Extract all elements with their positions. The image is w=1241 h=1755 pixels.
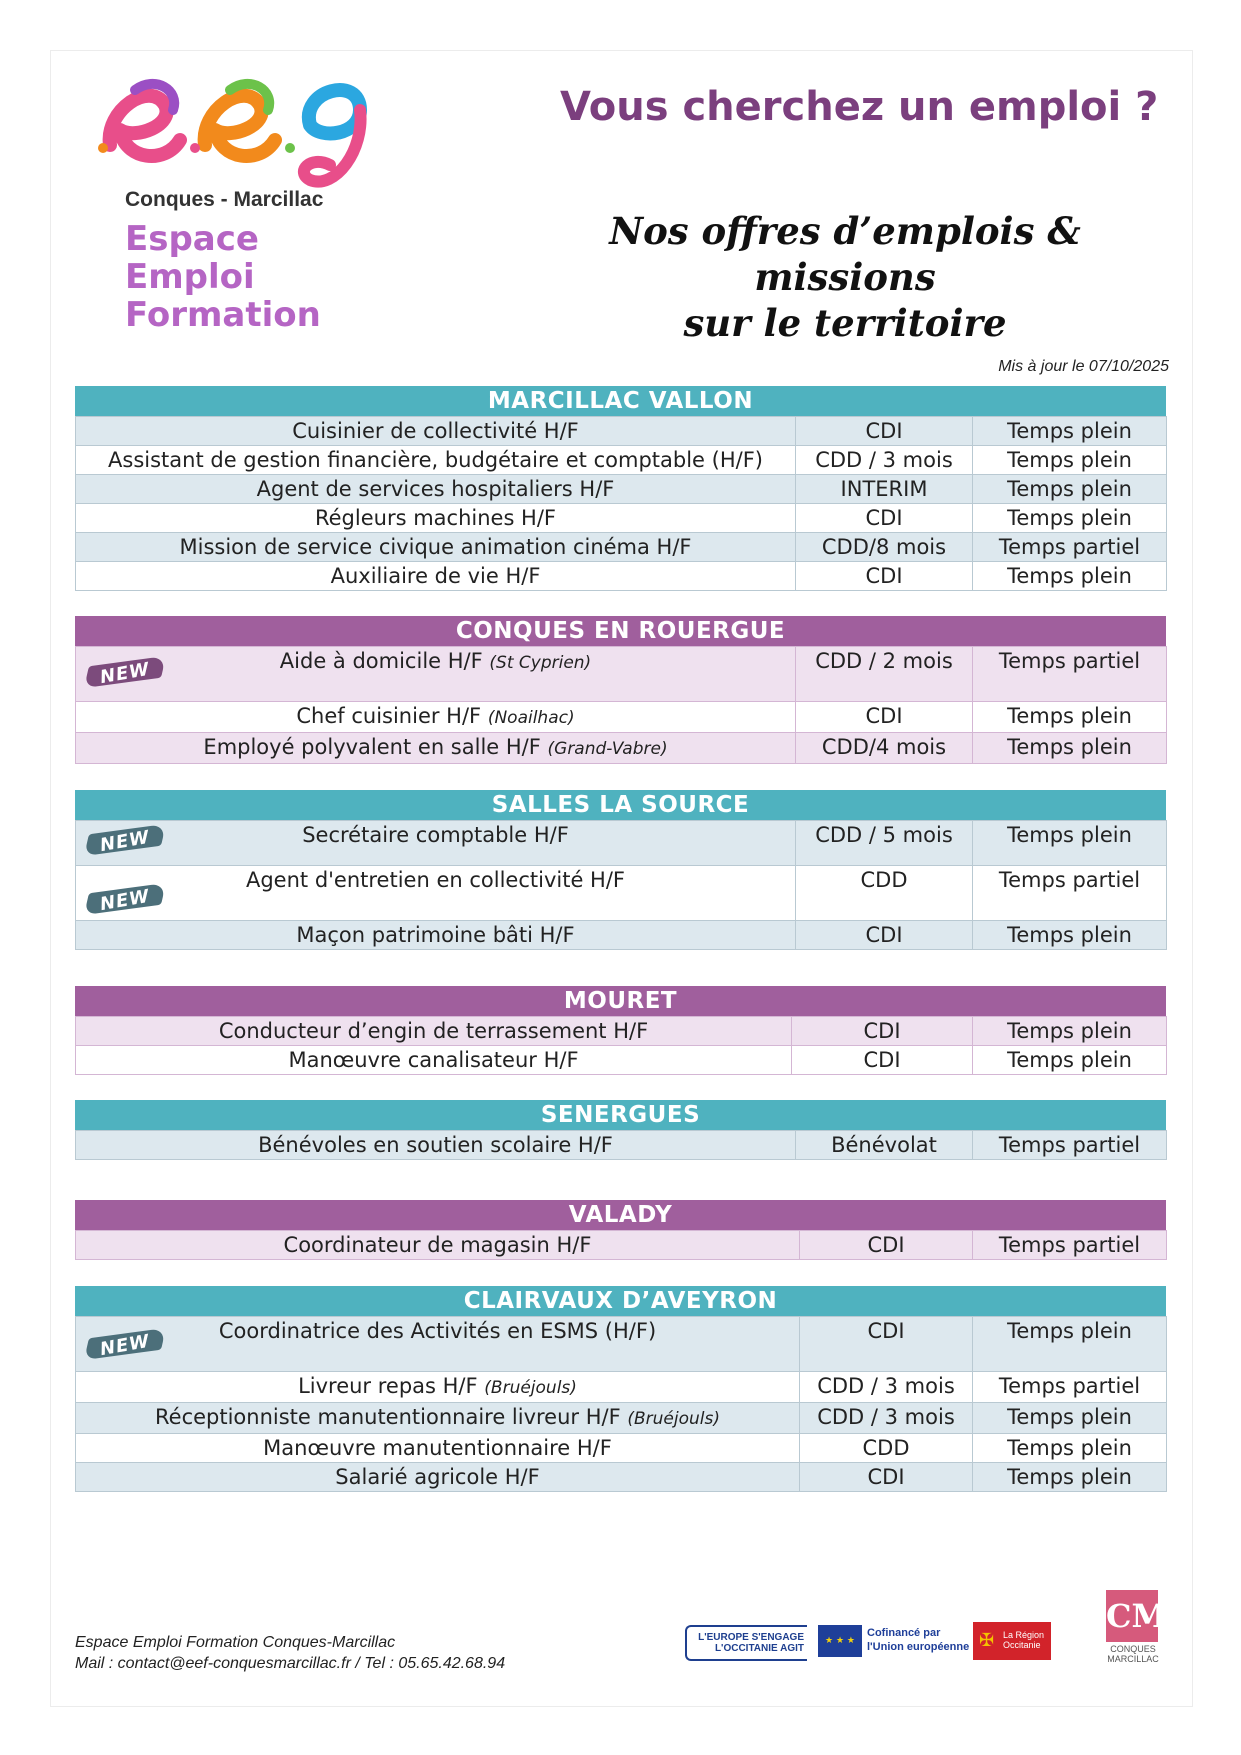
jobs-table — [75, 1130, 1167, 1160]
logo-word-espace: Espace — [125, 219, 259, 259]
contract-type: Bénévolat — [796, 1131, 973, 1160]
job-row — [76, 504, 1167, 533]
new-badge: NEW — [88, 884, 164, 914]
job-row — [76, 821, 1167, 866]
job-title: Mission de service civique animation cinéma H/F — [76, 533, 796, 562]
eu-flag-icon: ★ ★ ★ — [818, 1625, 862, 1657]
footer-org: Espace Emploi Formation Conques-Marcillac — [75, 1634, 396, 1651]
jobs-table — [75, 1016, 1167, 1075]
eu-cofinance-logo: Cofinancé par l'Union européenne — [867, 1627, 970, 1653]
job-row — [76, 1046, 1167, 1075]
job-row — [76, 562, 1167, 591]
job-title: Bénévoles en soutien scolaire H/F — [76, 1131, 796, 1160]
work-time: Temps plein — [973, 504, 1167, 533]
work-time: Temps plein — [973, 1046, 1167, 1075]
job-title-cell — [76, 1372, 800, 1403]
job-row — [76, 417, 1167, 446]
job-title: Agent d'entretien en collectivité H/F — [245, 868, 625, 892]
contract-type: CDI — [796, 562, 973, 591]
footer-contact — [75, 1632, 505, 1674]
job-title-cell — [76, 1317, 800, 1372]
work-time: Temps partiel — [973, 1372, 1167, 1403]
contract-type: CDI — [800, 1463, 973, 1492]
job-row — [76, 733, 1167, 764]
work-time: Temps partiel — [973, 1231, 1167, 1260]
job-location: (Grand-Vabre) — [547, 739, 668, 759]
conques-marcillac-logo — [1103, 1590, 1167, 1665]
job-title: Aide à domicile H/F — [279, 649, 483, 673]
job-row — [76, 446, 1167, 475]
new-badge: NEW — [88, 1329, 164, 1359]
contract-type: CDI — [800, 1231, 973, 1260]
job-title-cell — [76, 866, 796, 921]
job-title: Livreur repas H/F — [298, 1374, 478, 1398]
work-time: Temps plein — [973, 417, 1167, 446]
work-time: Temps partiel — [973, 1131, 1167, 1160]
job-row — [76, 1131, 1167, 1160]
job-row — [76, 647, 1167, 702]
job-title: Manœuvre canalisateur H/F — [76, 1046, 792, 1075]
contract-type: CDI — [792, 1017, 973, 1046]
job-title: Employé polyvalent en salle H/F — [203, 735, 541, 759]
updated-date: Mis à jour le 07/10/2025 — [998, 358, 1169, 375]
logo-word-emploi: Emploi — [125, 257, 255, 297]
work-time: Temps plein — [973, 821, 1167, 866]
job-title: Manœuvre manutentionnaire H/F — [76, 1434, 800, 1463]
job-title: Salarié agricole H/F — [76, 1463, 800, 1492]
jobs-table — [75, 646, 1167, 764]
section-title: MOURET — [75, 986, 1166, 1016]
partner-logos — [685, 1610, 1060, 1680]
section-title: MARCILLAC VALLON — [75, 386, 1166, 416]
work-time: Temps plein — [973, 733, 1167, 764]
job-row — [76, 533, 1167, 562]
job-title: Réceptionniste manutentionnaire livreur H/F — [155, 1405, 621, 1429]
job-title: Coordinatrice des Activités en ESMS (H/F) — [218, 1319, 657, 1343]
new-badge: NEW — [88, 825, 164, 855]
section-title: CLAIRVAUX D’AVEYRON — [75, 1286, 1166, 1316]
job-title: Cuisinier de collectivité H/F — [76, 417, 796, 446]
occitan-cross-icon: ✠ — [979, 1630, 995, 1650]
section-title: SALLES LA SOURCE — [75, 790, 1166, 820]
contract-type: CDD / 3 mois — [800, 1372, 973, 1403]
job-title: Chef cuisinier H/F — [296, 704, 482, 728]
contract-type: CDD / 5 mois — [796, 821, 973, 866]
section-conques-en-rouergue — [75, 616, 1166, 764]
contract-type: CDD — [800, 1434, 973, 1463]
jobs-table — [75, 1316, 1167, 1492]
section-senergues — [75, 1100, 1166, 1160]
section-title: VALADY — [75, 1200, 1166, 1230]
contract-type: CDI — [796, 702, 973, 733]
footer-mail-phone: Mail : contact@eef-conquesmarcillac.fr / Tel : 05.65.42.68.94 — [75, 1655, 506, 1672]
jobs-table — [75, 820, 1167, 950]
job-row — [76, 702, 1167, 733]
contract-type: CDD — [796, 866, 973, 921]
europe-occitanie-logo: L'EUROPE S'ENGAGE L'OCCITANIE AGIT — [685, 1625, 807, 1661]
jobs-table — [75, 1230, 1167, 1260]
job-location: (St Cyprien) — [489, 653, 592, 673]
work-time: Temps plein — [973, 562, 1167, 591]
contract-type: CDI — [792, 1046, 973, 1075]
job-title-cell — [76, 647, 796, 702]
job-row — [76, 1231, 1167, 1260]
region-occitanie-logo: ✠ La Région Occitanie — [973, 1622, 1051, 1660]
section-mouret — [75, 986, 1166, 1075]
work-time: Temps partiel — [973, 647, 1167, 702]
contract-type: CDD/4 mois — [796, 733, 973, 764]
section-clairvaux-d-aveyron — [75, 1286, 1166, 1492]
work-time: Temps partiel — [973, 866, 1167, 921]
work-time: Temps plein — [973, 921, 1167, 950]
contract-type: CDI — [800, 1317, 973, 1372]
contract-type: CDD / 3 mois — [796, 446, 973, 475]
job-title: Assistant de gestion financière, budgétaire et comptable (H/F) — [76, 446, 796, 475]
work-time: Temps plein — [973, 446, 1167, 475]
logo-place: Conques - Marcillac — [125, 188, 324, 211]
job-row — [76, 1463, 1167, 1492]
job-title: Maçon patrimoine bâti H/F — [76, 921, 796, 950]
job-title: Secrétaire comptable H/F — [302, 823, 569, 847]
work-time: Temps plein — [973, 1017, 1167, 1046]
job-row — [76, 1372, 1167, 1403]
job-row — [76, 1434, 1167, 1463]
section-title: CONQUES EN ROUERGUE — [75, 616, 1166, 646]
contract-type: CDD / 2 mois — [796, 647, 973, 702]
job-title-cell — [76, 1403, 800, 1434]
job-location: (Noailhac) — [487, 708, 575, 728]
job-location: (Bruéjouls) — [627, 1409, 720, 1429]
contract-type: INTERIM — [796, 475, 973, 504]
job-title: Agent de services hospitaliers H/F — [76, 475, 796, 504]
job-row — [76, 921, 1167, 950]
job-row — [76, 1017, 1167, 1046]
section-marcillac-vallon — [75, 386, 1166, 591]
page-title: Vous cherchez un emploi ? — [560, 84, 1159, 130]
section-valady — [75, 1200, 1166, 1260]
job-title: Régleurs machines H/F — [76, 504, 796, 533]
job-row — [76, 475, 1167, 504]
contract-type: CDI — [796, 417, 973, 446]
contract-type: CDI — [796, 921, 973, 950]
jobs-table — [75, 416, 1167, 591]
job-title: Conducteur d’engin de terrassement H/F — [76, 1017, 792, 1046]
job-row — [76, 1317, 1167, 1372]
job-title: Auxiliaire de vie H/F — [76, 562, 796, 591]
job-title: Coordinateur de magasin H/F — [76, 1231, 800, 1260]
subtitle-line-2: sur le territoire — [683, 301, 1007, 345]
eef-logo — [95, 70, 435, 340]
new-badge: NEW — [88, 657, 164, 687]
work-time: Temps plein — [973, 1434, 1167, 1463]
section-salles-la-source — [75, 790, 1166, 950]
work-time: Temps plein — [973, 1403, 1167, 1434]
work-time: Temps plein — [973, 475, 1167, 504]
work-time: Temps plein — [973, 702, 1167, 733]
job-location: (Bruéjouls) — [484, 1378, 577, 1398]
job-title-cell — [76, 733, 796, 764]
subtitle-line-1: Nos offres d’emplois & missions — [609, 209, 1081, 299]
job-title-cell — [76, 821, 796, 866]
logo-letters-graphic — [95, 70, 415, 200]
contract-type: CDI — [796, 504, 973, 533]
cm-initials: CM — [1106, 1590, 1158, 1642]
logo-word-formation: Formation — [125, 295, 321, 335]
work-time: Temps partiel — [973, 533, 1167, 562]
cm-name: CONQUES MARCILLAC — [1107, 1644, 1159, 1664]
job-title-cell — [76, 702, 796, 733]
contract-type: CDD/8 mois — [796, 533, 973, 562]
job-row — [76, 866, 1167, 921]
work-time: Temps plein — [973, 1317, 1167, 1372]
contract-type: CDD / 3 mois — [800, 1403, 973, 1434]
job-row — [76, 1403, 1167, 1434]
page-subtitle — [520, 208, 1170, 346]
work-time: Temps plein — [973, 1463, 1167, 1492]
section-title: SENERGUES — [75, 1100, 1166, 1130]
